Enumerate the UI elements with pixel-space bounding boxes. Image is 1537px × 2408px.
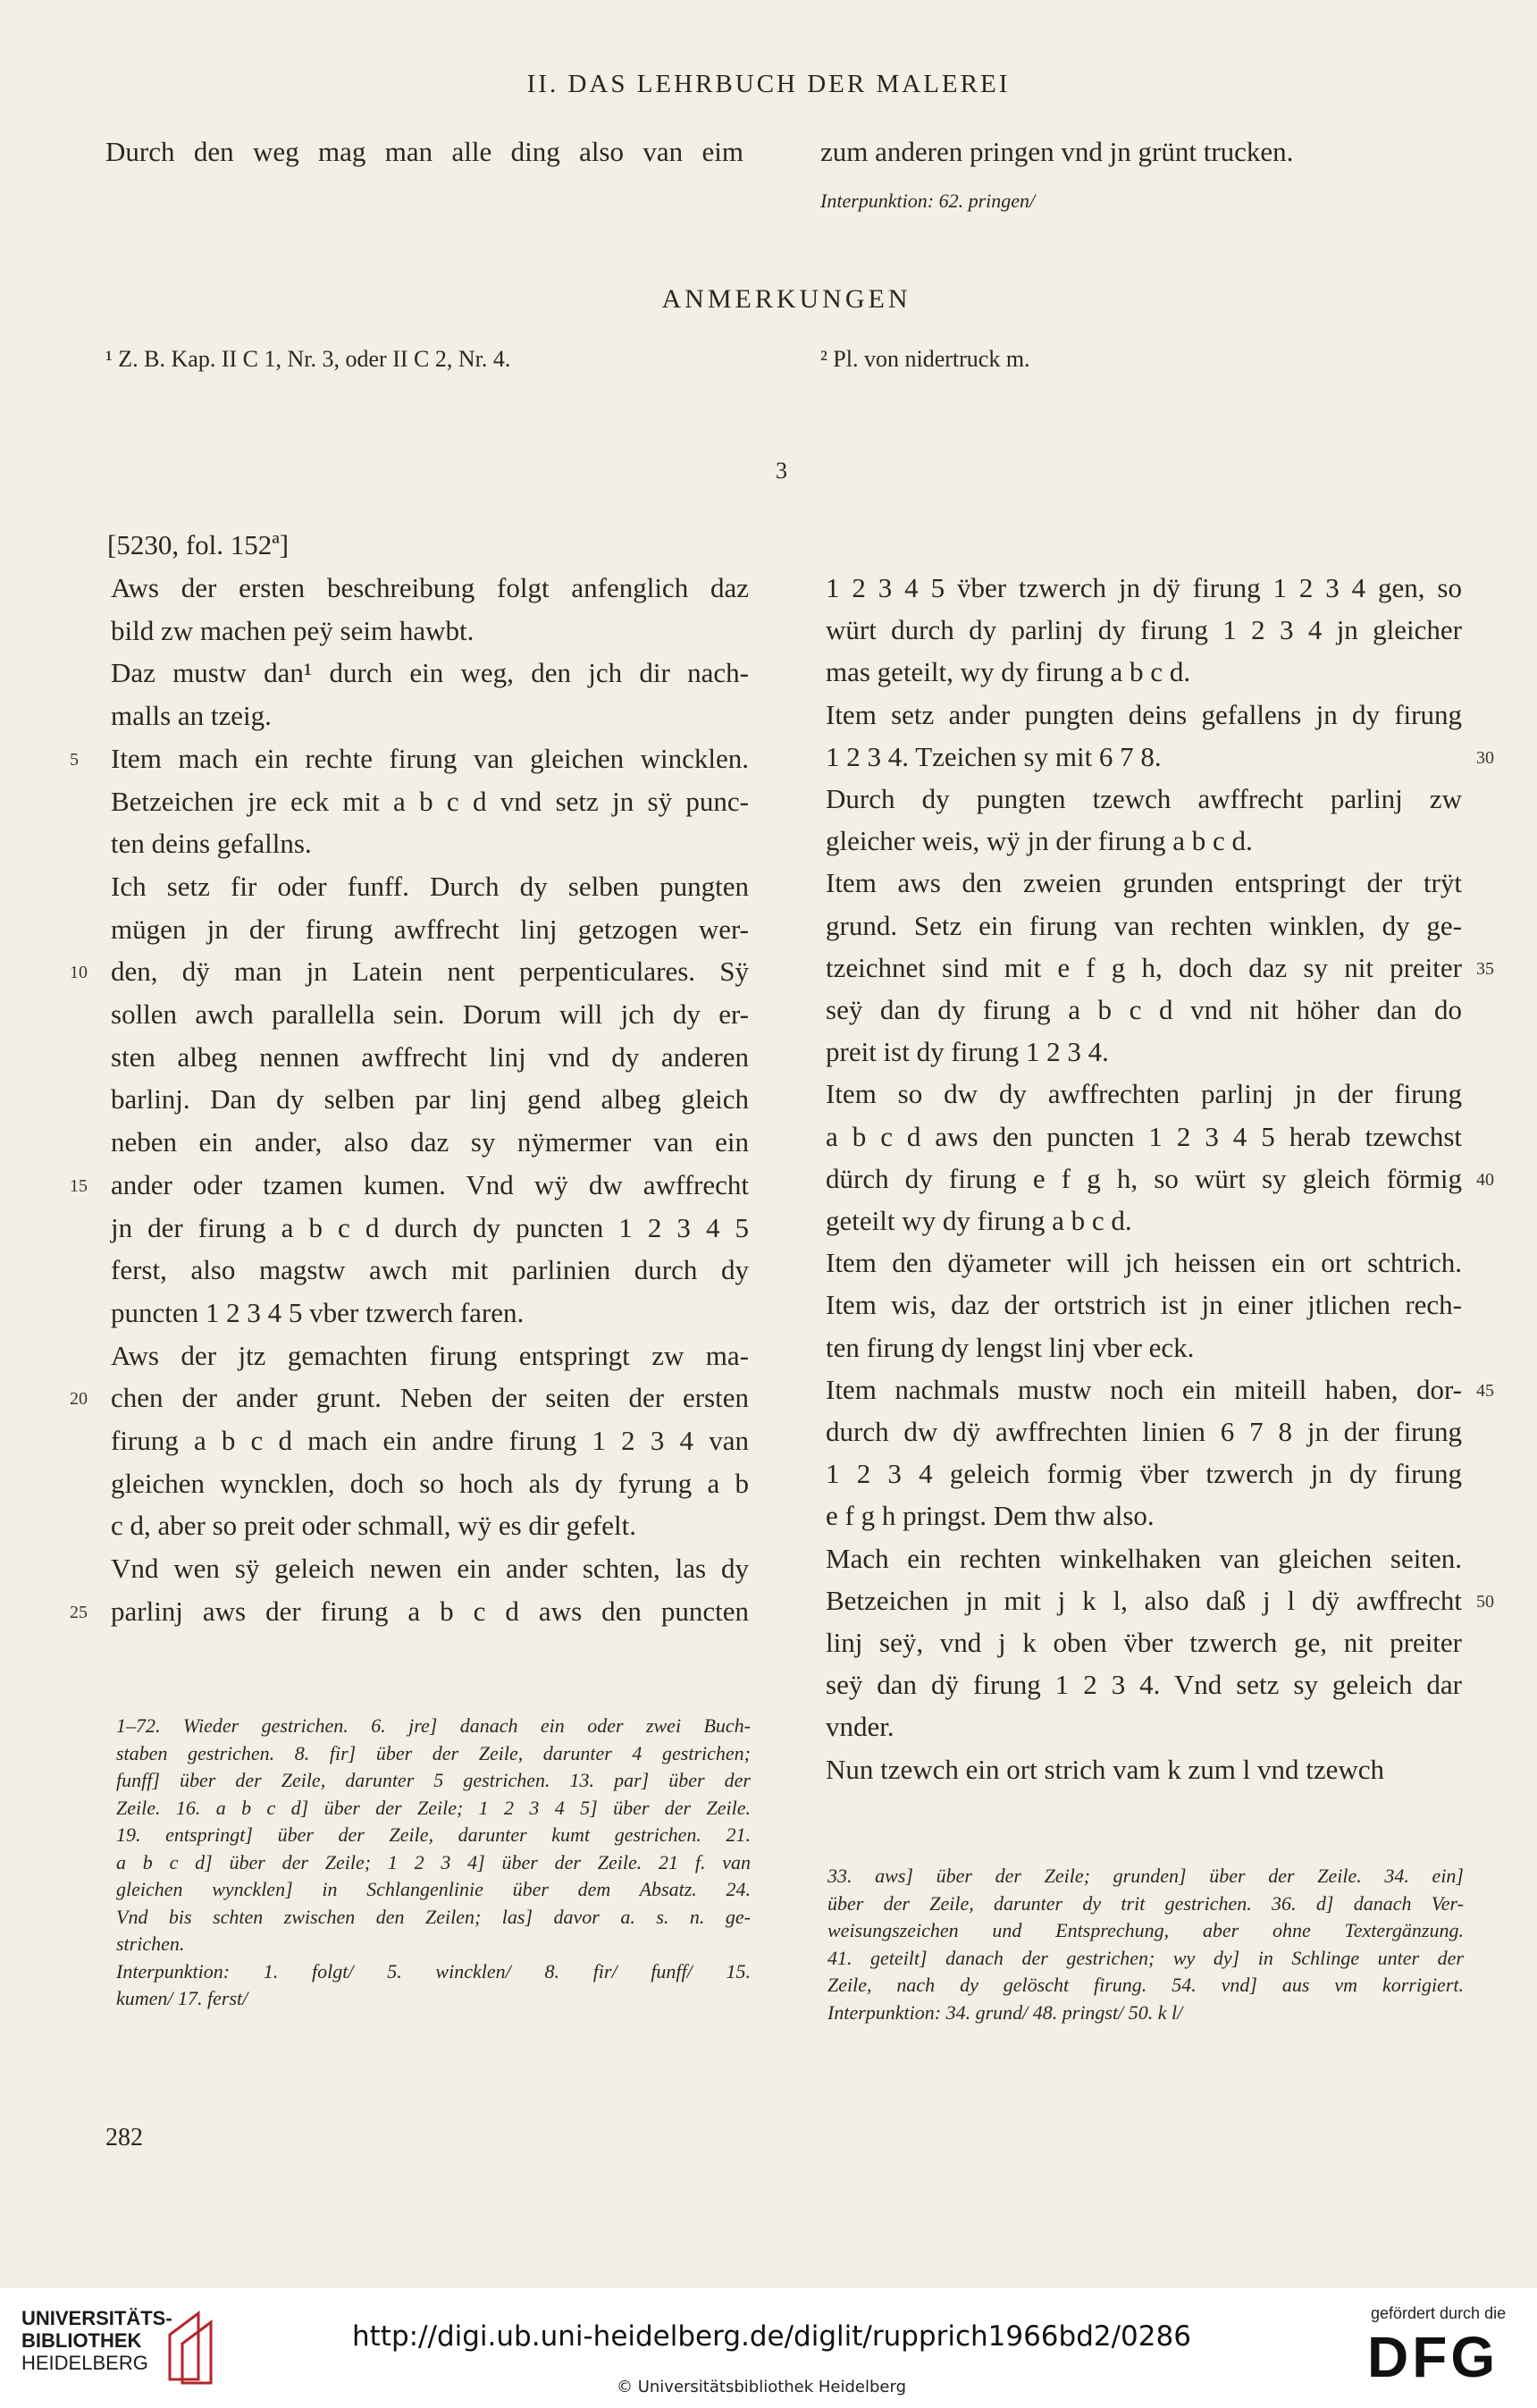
text-line: a b c d aws den puncten 1 2 3 4 5 herab tzewchst bbox=[826, 1120, 1462, 1152]
text-line: würt durch dy parlinj dy firung 1 2 3 4 jn gleicher bbox=[826, 614, 1462, 646]
apparatus-line: strichen. bbox=[116, 1932, 185, 1955]
text-line: Daz mustw dan¹ durch ein weg, den jch dir nach- bbox=[111, 657, 749, 689]
library-emblem-icon bbox=[164, 2308, 227, 2385]
anmerkung-2: ² Pl. von nidertruck m. bbox=[820, 346, 1030, 372]
text-line: ferst, also magstw awch mit parlinien durch dy bbox=[111, 1254, 749, 1286]
text-line: Aws der jtz gemachten firung entspringt zw ma- bbox=[111, 1339, 749, 1371]
text-line: Betzeichen jn mit j k l, also daß j l dÿ awffrecht bbox=[826, 1584, 1462, 1616]
text-line: Nun tzewch ein ort strich vam k zum l vnd tzewch bbox=[826, 1753, 1384, 1785]
text-line: geteilt wy dy firung a b c d. bbox=[826, 1205, 1132, 1236]
library-logo[interactable] bbox=[21, 2308, 218, 2388]
line-number: 45 bbox=[1476, 1380, 1494, 1401]
library-name-line3: HEIDELBERG bbox=[21, 2352, 148, 2374]
running-head: II. DAS LEHRBUCH DER MALEREI bbox=[526, 70, 1011, 98]
text-line: mügen jn der firung awffrecht linj getzogen wer- bbox=[111, 913, 749, 945]
text-line: parlinj aws der firung a b c d aws den puncten bbox=[111, 1595, 749, 1627]
library-name-line2: BIBLIOTHEK bbox=[21, 2329, 142, 2352]
line-number: 10 bbox=[70, 963, 88, 983]
text-line: malls an tzeig. bbox=[111, 700, 272, 732]
text-line: sollen awch parallella sein. Dorum will jch dy er- bbox=[111, 998, 749, 1030]
text-line: Ich setz fir oder funff. Durch dy selben pungten bbox=[111, 870, 749, 902]
text-line: Aws der ersten beschreibung folgt anfenglich daz bbox=[111, 572, 749, 603]
permalink-url[interactable]: http://digi.ub.uni-heidelberg.de/diglit/rupprich1966bd2/0286 bbox=[352, 2320, 1191, 2353]
line-number: 15 bbox=[70, 1175, 88, 1196]
text-line: preit ist dy firung 1 2 3 4. bbox=[826, 1036, 1109, 1068]
apparatus-line: Zeile, nach dy gelöscht firung. 54. vnd] aus vm korrigiert. bbox=[827, 1974, 1464, 1996]
page-number: 282 bbox=[105, 2124, 143, 2151]
text-line: Item wis, daz der ortstrich ist jn einer jtlichen rech- bbox=[826, 1289, 1462, 1321]
line-number: 50 bbox=[1476, 1591, 1494, 1612]
apparatus-line: über der Zeile, darunter dy trit gestrichen. 36. d] danach Ver- bbox=[827, 1891, 1464, 1915]
text-line: 1 2 3 4 geleich formig v̈ber tzwerch jn dy firung bbox=[826, 1458, 1462, 1490]
line-number: 20 bbox=[70, 1389, 88, 1410]
text-line: jn der firung a b c d durch dy puncten 1 2 3 4 5 bbox=[111, 1211, 749, 1243]
text-line: seÿ dan dÿ firung 1 2 3 4. Vnd setz sy geleich dar bbox=[826, 1669, 1462, 1701]
text-line: Item mach ein rechte firung van gleichen wincklen. bbox=[111, 742, 749, 774]
dfg-logo[interactable]: DFG bbox=[1367, 2325, 1499, 2389]
text-line: Durch dy pungten tzewch awffrecht parlinj zw bbox=[826, 783, 1462, 814]
text-line: 1 2 3 4 5 v̈ber tzwerch jn dÿ firung 1 2 3 4 gen, so bbox=[826, 572, 1462, 603]
text-line: chen der ander grunt. Neben der seiten der ersten bbox=[111, 1382, 749, 1414]
text-line: mas geteilt, wy dy firung a b c d. bbox=[826, 656, 1191, 688]
apparatus-line: Interpunktion: 34. grund/ 48. pringst/ 50. k l/ bbox=[827, 2000, 1183, 2024]
digitization-footer bbox=[0, 2288, 1537, 2408]
text-line: c d, aber so preit oder schmall, wÿ es dir gefelt. bbox=[111, 1510, 636, 1542]
text-line: dürch dy firung e f g h, so würt sy gleich förmig bbox=[826, 1162, 1462, 1194]
line-number: 40 bbox=[1476, 1169, 1494, 1190]
apparatus-line: 1–72. Wieder gestrichen. 6. jre] danach ein oder zwei Buch- bbox=[116, 1714, 751, 1737]
text-line: sten albeg nennen awffrecht linj vnd dy anderen bbox=[111, 1040, 749, 1073]
text-line: grund. Setz ein firung van rechten winklen, dy ge- bbox=[826, 909, 1462, 941]
apparatus-line: 19. entspringt] über der Zeile, darunter kumt gestrichen. 21. bbox=[116, 1823, 751, 1846]
text-line: Item setz ander pungten deins gefallens jn dy firung bbox=[826, 698, 1462, 730]
text-line: puncten 1 2 3 4 5 vber tzwerch faren. bbox=[111, 1296, 525, 1328]
apparatus-line: Zeile. 16. a b c d] über der Zeile; 1 2 3 4 5] über der Zeile. bbox=[116, 1796, 751, 1819]
intro-left-line: Durch den weg mag man alle ding also van eim bbox=[105, 136, 743, 167]
text-line: ten deins gefallns. bbox=[111, 828, 312, 860]
line-number: 30 bbox=[1476, 747, 1494, 768]
section-number: 3 bbox=[776, 458, 787, 484]
text-line: Mach ein rechten winkelhaken van gleichen seiten. bbox=[826, 1542, 1462, 1574]
apparatus-line: weisungszeichen und Entsprechung, aber ohne Textergänzung. bbox=[827, 1919, 1464, 1941]
text-line: Betzeichen jre eck mit a b c d vnd setz jn sÿ punc- bbox=[111, 785, 749, 817]
text-line: firung a b c d mach ein andre firung 1 2 3 4 van bbox=[111, 1425, 749, 1456]
text-line: seÿ dan dy firung a b c d vnd nit höher dan do bbox=[826, 994, 1462, 1025]
intro-interpunktion: Interpunktion: 62. pringen/ bbox=[820, 189, 1036, 212]
apparatus-line: funff] über der Zeile, darunter 5 gestrichen. 13. par] über der bbox=[116, 1769, 751, 1791]
apparatus-line: 41. geteilt] danach der gestrichen; wy dy] in Schlinge unter der bbox=[827, 1946, 1464, 1969]
anmerkung-1: ¹ Z. B. Kap. II C 1, Nr. 3, oder II C 2, Nr. 4. bbox=[105, 346, 511, 372]
intro-right-line: zum anderen pringen vnd jn grünt trucken. bbox=[820, 136, 1294, 167]
text-line: gleicher weis, wÿ jn der firung a b c d. bbox=[826, 825, 1253, 857]
text-line: tzeichnet sind mit e f g h, doch daz sy nit preiter bbox=[826, 951, 1462, 983]
funder-caption: gefördert durch die bbox=[1371, 2304, 1507, 2322]
apparatus-line: Vnd bis schten zwischen den Zeilen; las] davor a. s. n. ge- bbox=[116, 1905, 751, 1928]
folio-reference: [5230, fol. 152ª] bbox=[107, 529, 290, 560]
text-line: Vnd wen sÿ geleich newen ein ander schten, las dy bbox=[111, 1553, 749, 1585]
text-line: barlinj. Dan dy selben par linj gend albeg gleich bbox=[111, 1083, 749, 1116]
text-line: Item aws den zweien grunden entspringt der trÿt bbox=[826, 867, 1462, 899]
apparatus-line: staben gestrichen. 8. fir] über der Zeile, darunter 4 gestrichen; bbox=[116, 1741, 751, 1764]
apparatus-line: a b c d] über der Zeile; 1 2 3 4] über der Zeile. 21 f. van bbox=[116, 1850, 751, 1873]
text-line: durch dw dÿ awffrechten linien 6 7 8 jn der firung bbox=[826, 1416, 1462, 1447]
copyright-notice: © Universitätsbibliothek Heidelberg bbox=[617, 2378, 907, 2396]
text-line: Item nachmals mustw noch ein miteill haben, dor- bbox=[826, 1373, 1462, 1405]
apparatus-line: Interpunktion: 1. folgt/ 5. wincklen/ 8. fir/ funff/ 15. bbox=[116, 1959, 751, 1983]
line-number: 25 bbox=[70, 1602, 88, 1622]
text-line: ander oder tzamen kumen. Vnd wÿ dw awffrecht bbox=[111, 1168, 749, 1200]
text-line: gleichen wyncklen, doch so hoch als dy fyrung a b bbox=[111, 1467, 749, 1499]
text-line: linj seÿ, vnd j k oben v̈ber tzwerch ge, nit preiter bbox=[826, 1627, 1462, 1658]
text-line: Item so dw dy awffrechten parlinj jn der firung bbox=[826, 1078, 1462, 1110]
anmerkungen-heading: ANMERKUNGEN bbox=[661, 284, 911, 314]
line-number: 5 bbox=[70, 749, 79, 770]
apparatus-line: kumen/ 17. ferst/ bbox=[116, 1987, 248, 2009]
text-line: neben ein ander, also daz sy nÿmermer van ein bbox=[111, 1126, 749, 1158]
apparatus-line: 33. aws] über der Zeile; grunden] über der Zeile. 34. ein] bbox=[827, 1865, 1464, 1887]
text-line: ten firung dy lengst linj vber eck. bbox=[826, 1331, 1195, 1363]
line-number: 35 bbox=[1476, 958, 1494, 979]
apparatus-line: gleichen wyncklen] in Schlangenlinie über dem Absatz. 24. bbox=[116, 1878, 751, 1900]
text-line: bild zw machen peÿ seim hawbt. bbox=[111, 614, 475, 646]
text-line: 1 2 3 4. Tzeichen sy mit 6 7 8. bbox=[826, 740, 1162, 772]
text-line: Item den dÿameter will jch heissen ein ort schtrich. bbox=[826, 1247, 1462, 1279]
library-name-line1: UNIVERSITÄTS- bbox=[21, 2307, 172, 2329]
text-line: e f g h pringst. Dem thw also. bbox=[826, 1500, 1155, 1532]
text-line: vnder. bbox=[826, 1711, 894, 1743]
text-line: den, dÿ man jn Latein nent perpenticulares. Sÿ bbox=[111, 956, 749, 988]
